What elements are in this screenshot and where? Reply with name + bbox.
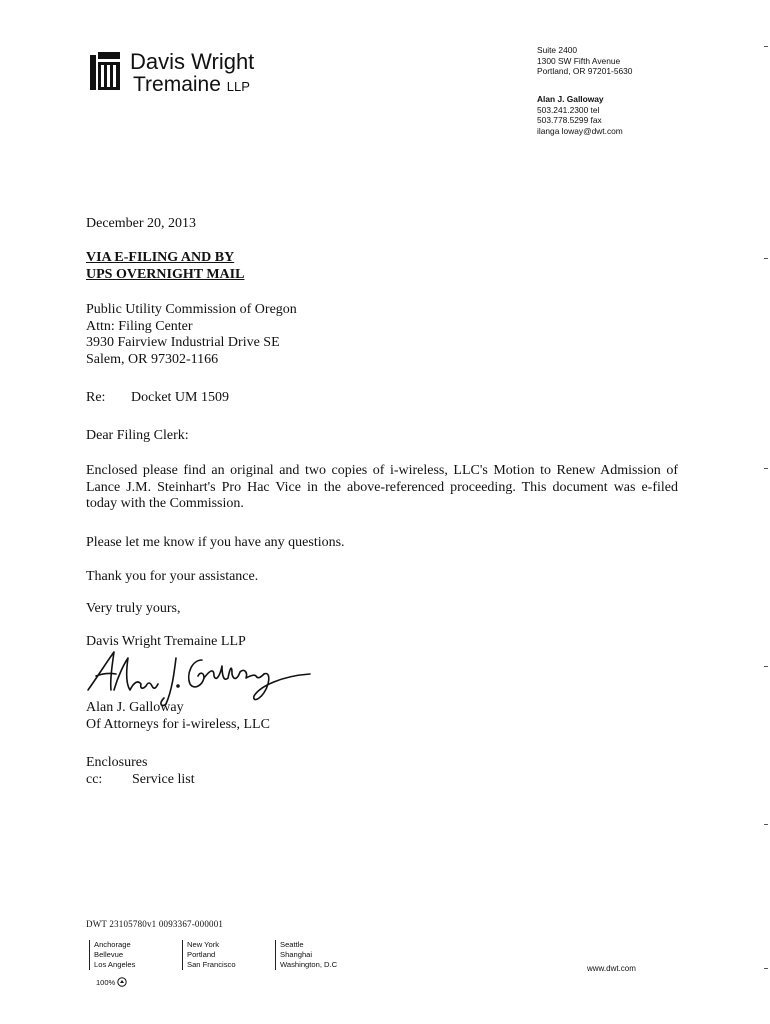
- footer-offices-col3: [275, 940, 337, 970]
- closing: Very truly yours,: [86, 601, 181, 616]
- recipient-line: Public Utility Commission of Oregon: [86, 302, 297, 317]
- re-text: Docket UM 1509: [131, 390, 229, 405]
- attorney-contact: [537, 94, 623, 136]
- firm-name-line1: Davis Wright: [130, 49, 255, 74]
- office-name: Anchorage: [94, 940, 131, 949]
- office-name: Portland: [187, 950, 216, 959]
- office-name: Seattle: [280, 940, 304, 949]
- attorney-name: Alan J. Galloway: [537, 94, 604, 104]
- cc-label: cc:: [86, 772, 103, 787]
- re-label: Re:: [86, 390, 106, 405]
- attorney-phone: 503.241.2300 tel: [537, 104, 600, 115]
- cc-text: Service list: [132, 772, 195, 787]
- re-line: [86, 390, 229, 407]
- body-paragraph: Please let me know if you have any questions.: [86, 535, 345, 550]
- recipient-line: Salem, OR 97302-1166: [86, 351, 219, 367]
- address-line: Suite 2400: [537, 45, 578, 55]
- margin-mark: [764, 968, 768, 969]
- office-name: San Francisco: [187, 960, 236, 969]
- office-name: Shanghai: [280, 950, 313, 959]
- firm-address: [537, 45, 632, 77]
- footer-recycled: [96, 977, 127, 987]
- letter-date: December 20, 2013: [86, 216, 197, 231]
- body-paragraph: Enclosed please find an original and two copies of i-wireless, LLC's Motion to Renew Admission of Lance J.M. Steinhart's Pro Hac Vice in the above-referenced proceeding. This document was e-filed today with the Commission.: [86, 463, 678, 511]
- office-name: Los Angeles: [94, 960, 136, 969]
- office-name: Washington, D.C: [280, 960, 338, 969]
- margin-mark: [764, 258, 768, 259]
- firm-name-llp: LLP: [226, 79, 250, 94]
- margin-mark: [764, 46, 768, 47]
- enclosures: Enclosures: [86, 755, 148, 770]
- margin-mark: [764, 666, 768, 667]
- signer-title: Of Attorneys for i-wireless, LLC: [86, 716, 270, 732]
- firm-logo-icon: [90, 52, 120, 92]
- delivery-method: [86, 250, 244, 283]
- footer-offices-col2: [182, 940, 236, 970]
- recipient-line: 3930 Fairview Industrial Drive SE: [86, 335, 280, 350]
- firm-name-line2: [133, 73, 250, 98]
- recycled-label: 100%: [96, 977, 116, 987]
- recipient-address: [86, 302, 297, 368]
- cc-line: [86, 772, 195, 789]
- footer-website: www.dwt.com: [587, 964, 636, 973]
- salutation: Dear Filing Clerk:: [86, 428, 189, 443]
- signer-name: Alan J. Galloway: [86, 700, 184, 715]
- recipient-line: Attn: Filing Center: [86, 318, 193, 334]
- signer-block: [86, 700, 270, 733]
- recycle-icon: [117, 977, 127, 987]
- margin-mark: [764, 468, 768, 469]
- firm-name-tremaine: Tremaine: [133, 73, 221, 96]
- firm-signature-line: Davis Wright Tremaine LLP: [86, 634, 246, 649]
- attorney-fax: 503.778.5299 fax: [537, 115, 602, 125]
- address-line: 1300 SW Fifth Avenue: [537, 55, 621, 66]
- footer-offices-col1: [89, 940, 135, 970]
- margin-mark: [764, 824, 768, 825]
- body-paragraph: Thank you for your assistance.: [86, 569, 259, 584]
- office-name: Bellevue: [94, 950, 124, 959]
- firm-logo: [90, 52, 120, 92]
- office-name: New York: [187, 940, 220, 949]
- footer-document-id: DWT 23105780v1 0093367-000001: [86, 919, 224, 929]
- delivery-line: UPS OVERNIGHT MAIL: [86, 266, 245, 282]
- delivery-line: VIA E-FILING AND BY: [86, 250, 235, 265]
- address-line: Portland, OR 97201-5630: [537, 66, 633, 76]
- attorney-email: ilanga loway@dwt.com: [537, 125, 623, 136]
